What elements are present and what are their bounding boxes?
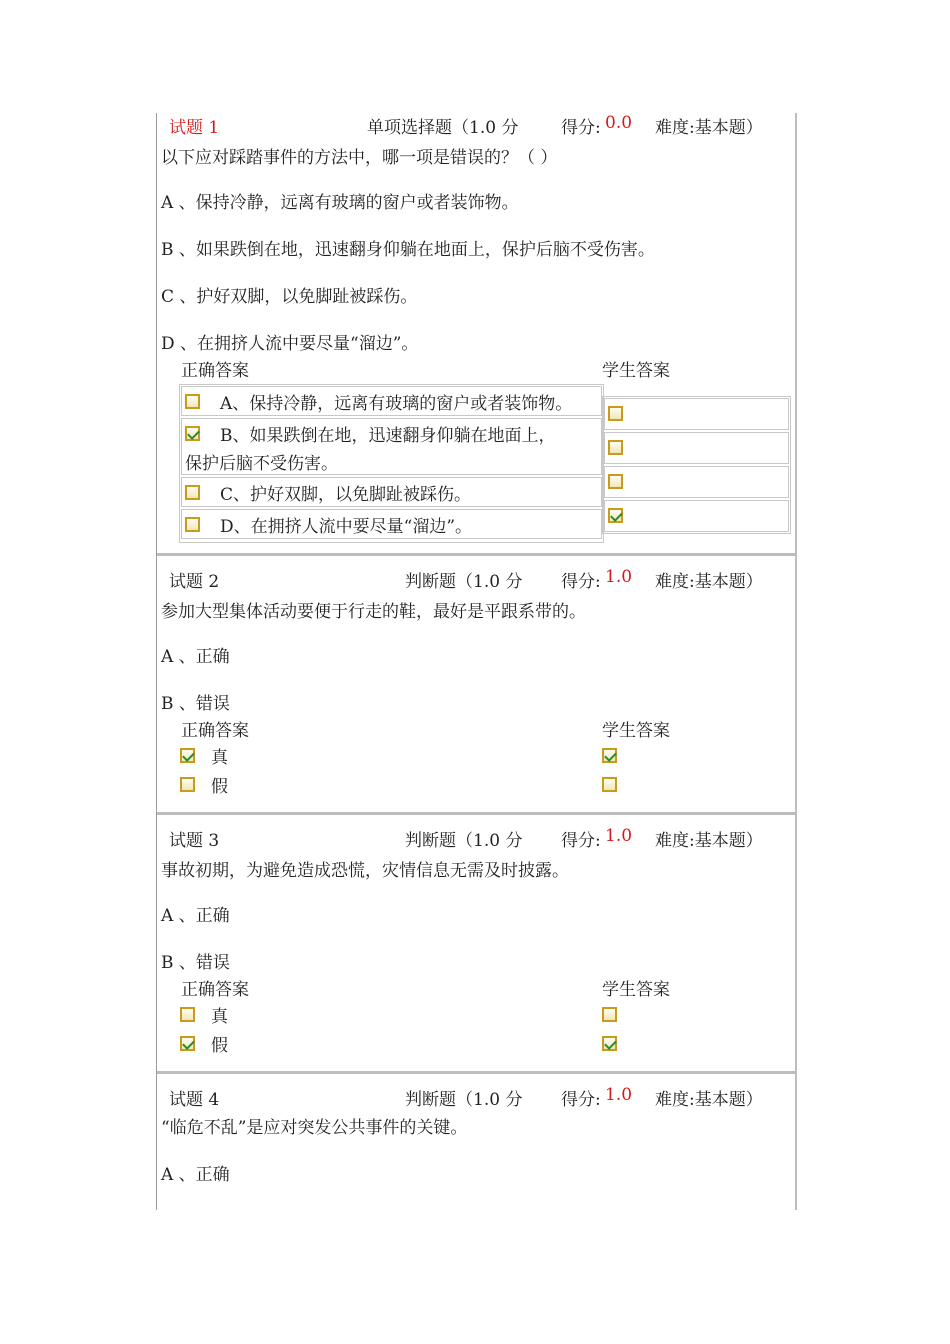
correct-answer-label: 正确答案 (181, 361, 249, 381)
option-c: C 、护好双脚，以免脚趾被踩伤。 (161, 287, 418, 307)
score-value: 1.0 (605, 567, 633, 587)
student-answer-label: 学生答案 (602, 361, 670, 381)
question-type: 单项选择题（1.0 分 (367, 118, 519, 138)
checkbox-icon (608, 406, 623, 421)
option-a: A 、正确 (161, 647, 230, 667)
difficulty: 难度:基本题） (655, 831, 763, 851)
difficulty: 难度:基本题） (655, 1090, 763, 1110)
student-answer-row (604, 466, 789, 498)
difficulty: 难度:基本题） (655, 118, 763, 138)
answer-row (181, 477, 602, 507)
answer-row (181, 509, 602, 539)
checkbox-icon (180, 777, 195, 792)
question-number: 试题 1 (169, 118, 220, 138)
question-divider (157, 553, 795, 556)
difficulty: 难度:基本题） (655, 572, 763, 592)
question-stem: 参加大型集体活动要便于行走的鞋，最好是平跟系带的。 (161, 602, 586, 622)
student-checkbox-checked-icon (602, 1036, 617, 1051)
student-answer-row (604, 398, 789, 430)
quiz-results-panel (156, 113, 797, 1210)
score-label: 得分: (561, 118, 601, 138)
student-answer-row (604, 432, 789, 464)
question-number: 试题 4 (169, 1090, 220, 1110)
question-stem: “临危不乱”是应对突发公共事件的关键。 (161, 1118, 468, 1138)
student-answer-table (602, 396, 791, 534)
score-value: 0.0 (605, 113, 633, 133)
question-header (169, 1085, 791, 1109)
correct-answer-label: 正确答案 (181, 980, 249, 1000)
question-type: 判断题（1.0 分 (405, 1090, 523, 1110)
option-b: B 、错误 (161, 953, 230, 973)
answer-row (181, 418, 602, 475)
answer-false: 假 (211, 777, 228, 797)
option-b: B 、如果跌倒在地，迅速翻身仰躺在地面上，保护后脑不受伤害。 (161, 240, 655, 260)
student-answer-label: 学生答案 (602, 980, 670, 1000)
question-type: 判断题（1.0 分 (405, 831, 523, 851)
question-header (169, 113, 791, 137)
question-type: 判断题（1.0 分 (405, 572, 523, 592)
student-checkbox-checked-icon (602, 748, 617, 763)
option-d: D 、在拥挤人流中要尽量“溜边”。 (161, 334, 419, 354)
option-a: A 、正确 (161, 1165, 230, 1185)
option-a: A 、正确 (161, 906, 230, 926)
answer-text: C、护好双脚，以免脚趾被踩伤。 (220, 485, 472, 505)
option-a: A 、保持冷静，远离有玻璃的窗户或者装饰物。 (161, 193, 519, 213)
question-divider (157, 812, 795, 815)
question-stem: 事故初期，为避免造成恐慌，灾情信息无需及时披露。 (161, 861, 569, 881)
correct-answer-table (179, 384, 604, 543)
checkbox-icon (185, 394, 200, 409)
answer-text-continued: 保护后脑不受伤害。 (185, 454, 338, 474)
answer-true: 真 (211, 1007, 228, 1027)
answer-false: 假 (211, 1036, 228, 1056)
score-label: 得分: (561, 572, 601, 592)
question-number: 试题 3 (169, 831, 220, 851)
checkbox-icon (608, 474, 623, 489)
checkbox-icon (185, 485, 200, 500)
answer-true: 真 (211, 748, 228, 768)
student-checkbox-icon (602, 1007, 617, 1022)
student-checkbox-icon (602, 777, 617, 792)
checkbox-icon (180, 1007, 195, 1022)
checkbox-checked-icon (180, 1036, 195, 1051)
student-answer-label: 学生答案 (602, 721, 670, 741)
checkbox-icon (608, 440, 623, 455)
answer-text: D、在拥挤人流中要尽量“溜边”。 (220, 517, 473, 537)
student-answer-row (604, 500, 789, 532)
score-value: 1.0 (605, 1085, 633, 1105)
answer-text: B、如果跌倒在地，迅速翻身仰躺在地面上， (220, 426, 556, 446)
question-number: 试题 2 (169, 572, 220, 592)
score-label: 得分: (561, 1090, 601, 1110)
question-header (169, 826, 791, 850)
checkbox-icon (185, 517, 200, 532)
answer-text: A、保持冷静，远离有玻璃的窗户或者装饰物。 (220, 394, 573, 414)
question-divider (157, 1071, 795, 1074)
answer-row (181, 386, 602, 416)
checkbox-checked-icon (608, 508, 623, 523)
option-b: B 、错误 (161, 694, 230, 714)
score-label: 得分: (561, 831, 601, 851)
question-stem: 以下应对踩踏事件的方法中，哪一项是错误的？（ ） (161, 148, 558, 168)
checkbox-checked-icon (185, 426, 200, 441)
score-value: 1.0 (605, 826, 633, 846)
correct-answer-label: 正确答案 (181, 721, 249, 741)
question-header (169, 567, 791, 591)
checkbox-checked-icon (180, 748, 195, 763)
